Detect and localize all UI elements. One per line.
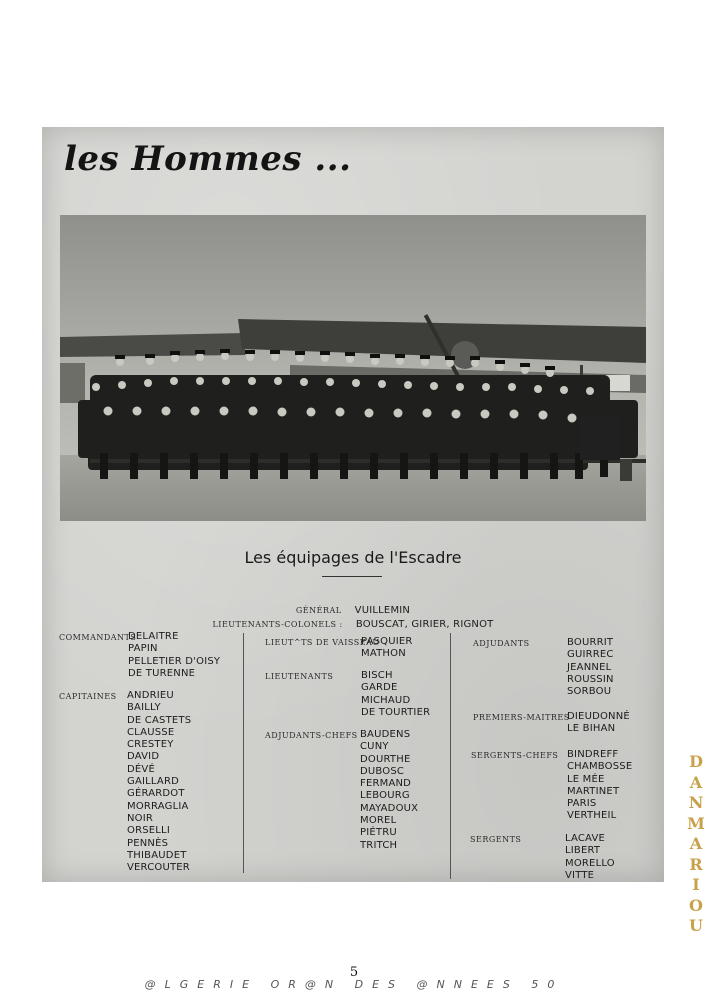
name-entry: LACAVE [565, 833, 606, 844]
name-entry: DE TOURTIER [361, 706, 431, 718]
name-entry: PAPIN [128, 643, 158, 655]
name-entry: PARIS [567, 798, 597, 810]
name-entry: MATHON [361, 648, 406, 660]
name-entry: PASQUIER [361, 636, 413, 647]
name-entry: MICHAUD [361, 694, 411, 706]
side-brand-letter: R [689, 854, 703, 874]
group-photo [60, 215, 646, 521]
side-brand-letter: O [689, 895, 703, 915]
name-entry: PENNÈS [127, 837, 169, 849]
name-entry: MOREL [360, 815, 397, 827]
name-list [361, 636, 413, 661]
name-entry: TRITCH [360, 839, 398, 851]
name-entry: LE BIHAN [567, 723, 616, 735]
lieutenants-colonels-row [42, 612, 664, 631]
side-brand [684, 752, 708, 937]
general-label: GÉNÉRAL [295, 606, 342, 615]
name-entry: DIEUDONNÉ [567, 711, 630, 722]
name-list [567, 637, 614, 698]
rank-label: CAPITAINES [59, 692, 117, 701]
rank-block-adjudants-chefs [265, 729, 445, 854]
lieutenants-colonels-label: LIEUTENANTS-COLONELS : [212, 620, 343, 629]
side-brand-letter: I [692, 875, 700, 894]
name-list [127, 690, 191, 874]
rank-label: LIEUTENANTS [265, 672, 334, 681]
rank-label: COMMANDANTS [59, 633, 137, 642]
name-entry: BISCH [361, 670, 393, 681]
name-entry: MARTINET [567, 785, 620, 797]
page-number: 5 [349, 965, 359, 980]
name-entry: BAILLY [127, 702, 161, 714]
name-entry: GAILLARD [127, 776, 180, 788]
side-brand-letter: A [689, 772, 703, 792]
name-entry: CRESTEY [127, 739, 174, 751]
name-entry: LIBERT [565, 845, 601, 857]
name-entry: PELLETIER D'OISY [128, 655, 221, 667]
name-entry: SORBOU [567, 686, 612, 698]
rank-block-lieutenants-vaisseau [265, 636, 445, 666]
name-entry: GARDE [361, 682, 398, 694]
name-list [567, 749, 632, 823]
lieutenants-colonels-names: BOUSCAT, GIRIER, RIGNOT [355, 619, 494, 630]
name-entry: BAUDENS [360, 729, 411, 740]
page-footer: @LGERIE OR@N DES @NNEES 50 [144, 978, 564, 991]
side-brand-letter: U [689, 916, 703, 935]
photo-caption: Les équipages de l'Escadre [244, 548, 462, 567]
name-entry: GÉRARDOT [127, 788, 185, 800]
name-entry: CHAMBOSSE [567, 761, 633, 773]
rank-label: SERGENTS-CHEFS [471, 751, 559, 760]
name-entry: THIBAUDET [127, 849, 187, 861]
name-entry: NOIR [127, 812, 154, 824]
rank-block-capitaines [59, 690, 243, 875]
rank-block-sergents-chefs [471, 749, 663, 825]
name-entry: VERTHEIL [567, 810, 617, 822]
name-entry: ORSELLI [127, 825, 170, 837]
rank-label: ADJUDANTS [473, 639, 530, 648]
name-entry: GUIRREC [567, 649, 614, 661]
group-photo-illustration [60, 215, 646, 521]
name-entry: DÉVÉ [127, 763, 155, 775]
name-list [128, 631, 220, 680]
column-divider-right [450, 633, 451, 879]
name-entry: DOURTHE [360, 753, 411, 765]
name-list [361, 670, 430, 719]
name-entry: LE MÉE [567, 773, 605, 785]
rank-label: LIEUT^TS DE VAISSEAU [265, 638, 380, 647]
name-entry: BOURRIT [567, 637, 614, 648]
side-brand-letter: A [689, 834, 703, 853]
name-entry: VERCOUTER [127, 862, 190, 874]
name-entry: CLAUSSE [127, 726, 175, 738]
name-entry: ROUSSIN [567, 673, 614, 685]
name-entry: BINDREFF [567, 749, 619, 760]
name-list [567, 711, 630, 736]
name-entry: DAVID [127, 751, 160, 763]
rank-label: SERGENTS [470, 835, 522, 844]
name-entry: DELAITRE [128, 631, 179, 642]
rank-block-premiers-maitres [473, 711, 663, 737]
name-entry: DUBOSC [360, 765, 405, 777]
rank-label: ADJUDANTS-CHEFS [265, 731, 358, 740]
name-entry: MORELLO [565, 857, 615, 869]
name-entry: DE CASTETS [127, 714, 192, 726]
rank-block-lieutenants [265, 670, 445, 720]
column-divider-left [243, 633, 244, 873]
name-list [360, 729, 418, 852]
general-names: VUILLEMIN [354, 605, 411, 616]
rank-block-sergents [470, 833, 663, 883]
name-entry: FERMAND [360, 778, 412, 790]
side-brand-letter: N [688, 793, 704, 812]
name-entry: CUNY [360, 741, 389, 753]
side-brand-letter: M [687, 813, 705, 833]
page-heading: les Hommes ... [64, 139, 352, 179]
name-entry: DE TURENNE [128, 667, 196, 679]
rank-block-adjudants [473, 637, 663, 699]
name-entry: LEBOURG [360, 790, 410, 802]
caption-underline [322, 576, 382, 577]
name-entry: ANDRIEU [127, 690, 174, 701]
name-list [565, 833, 615, 882]
name-entry: JEANNEL [567, 661, 612, 673]
rank-label: PREMIERS-MAITRES [473, 713, 570, 722]
rank-block-commandants [59, 631, 243, 681]
scanned-page [42, 127, 664, 882]
name-entry: MORRAGLIA [127, 800, 189, 812]
side-brand-letter: D [689, 752, 703, 771]
name-entry: PIÉTRU [360, 827, 397, 839]
name-entry: VITTE [565, 869, 595, 881]
name-entry: MAYADOUX [360, 802, 419, 814]
